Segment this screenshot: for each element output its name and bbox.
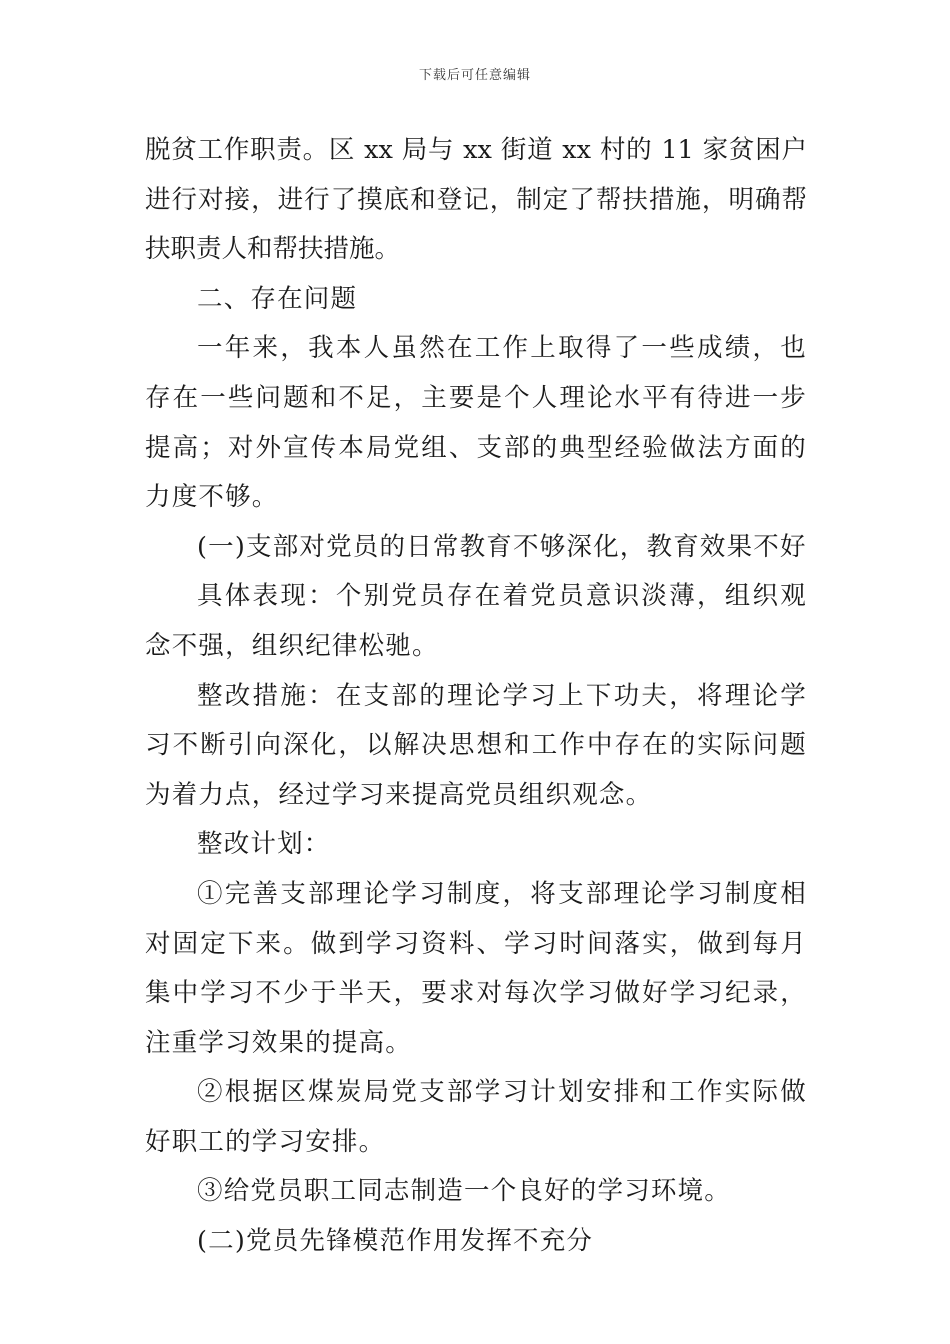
list-item-plan-3: ③给党员职工同志制造一个良好的学习环境。 [197, 1176, 732, 1207]
subsection-heading-2: (二)党员先锋模范作用发挥不充分 [197, 1226, 594, 1257]
section-heading-problems: 二、存在问题 [197, 283, 358, 314]
paragraph-measures: 整改措施：在支部的理论学习上下功夫，将理论学习不断引向深化，以解决思想和工作中存在的实际问题为着力点，经过学习来提高党员组织观念。 [145, 680, 807, 810]
subsection-heading-1: (一)支部对党员的日常教育不够深化，教育效果不好 [197, 531, 807, 562]
list-item-plan-2: ②根据区煤炭局党支部学习计划安排和工作实际做好职工的学习安排。 [145, 1077, 807, 1157]
list-item-plan-1: ①完善支部理论学习制度，将支部理论学习制度相对固定下来。做到学习资料、学习时间落实，做到每月集中学习不少于半天，要求对每次学习做好学习纪录，注重学习效果的提高。 [145, 878, 807, 1058]
page-header: 下载后可任意编辑 [418, 68, 531, 83]
paragraph-manifestation: 具体表现：个别党员存在着党员意识淡薄，组织观念不强，组织纪律松驰。 [145, 581, 807, 661]
paragraph-duty: 脱贫工作职责。区 xx 局与 xx 街道 xx 村的 11 家贫困户进行对接，进行了摸底和登记，制定了帮扶措施，明确帮扶职责人和帮扶措施。 [145, 135, 807, 265]
paragraph-year-review: 一年来，我本人虽然在工作上取得了一些成绩，也存在一些问题和不足，主要是个人理论水平有待进一步提高；对外宣传本局党组、支部的典型经验做法方面的力度不够。 [145, 333, 807, 513]
paragraph-plan-heading: 整改计划： [197, 829, 331, 860]
document-body [145, 126, 807, 1267]
